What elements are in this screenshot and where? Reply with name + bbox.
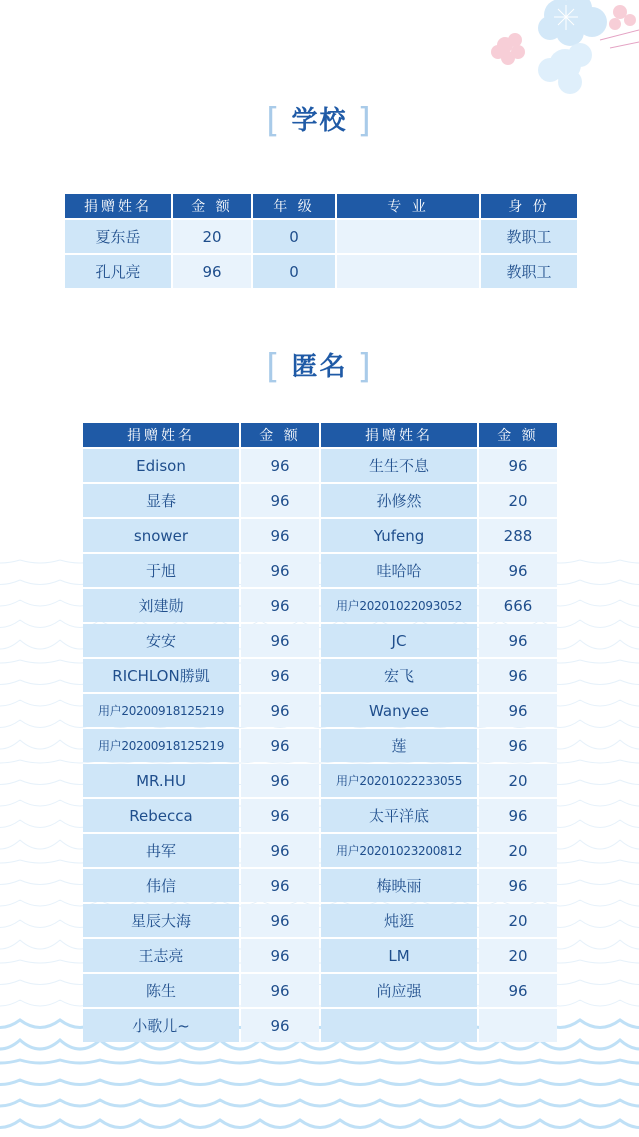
donor-name-right-cell: 炖逛 [321,904,477,937]
wave-line [0,1120,639,1128]
amount-left-cell: 96 [241,484,319,517]
table-row [83,799,557,832]
amount-cell: 96 [173,255,251,288]
table-row [83,904,557,937]
amount-right-cell: 20 [479,834,557,867]
header-donor-name-left: 捐赠姓名 [83,423,239,447]
donor-name-left-cell: 于旭 [83,554,239,587]
donor-name-left-cell: Rebecca [83,799,239,832]
amount-right-cell: 20 [479,904,557,937]
amount-right-cell: 20 [479,764,557,797]
donor-name-right-cell: 尚应强 [321,974,477,1007]
right-bracket: ] [357,347,373,387]
amount-left-cell: 96 [241,764,319,797]
donor-name-right-cell: 莲 [321,729,477,762]
donor-name-right-cell: 用户20201022093052 [321,589,477,622]
header-identity: 身 份 [481,194,577,218]
major-cell [337,255,479,288]
donor-name-left-cell: 星辰大海 [83,904,239,937]
right-bracket: ] [357,101,373,141]
amount-right-cell: 96 [479,659,557,692]
school-section-title [0,100,639,141]
donor-name-right-cell: 生生不息 [321,449,477,482]
donor-name-left-cell: 王志亮 [83,939,239,972]
donor-name-right-cell: 用户20201022233055 [321,764,477,797]
donor-name-right-cell: Wanyee [321,694,477,727]
donor-name-left-cell: MR.HU [83,764,239,797]
donor-name-left-cell: 显春 [83,484,239,517]
table-row [83,659,557,692]
anonymous-donation-table [81,421,559,1044]
grade-cell: 0 [253,220,335,253]
amount-right-cell: 20 [479,939,557,972]
table-row [83,554,557,587]
donor-name-left-cell: 小歌儿~ [83,1009,239,1042]
donor-name-right-cell [321,1009,477,1042]
wave-line [0,1060,639,1063]
table-row [83,589,557,622]
amount-left-cell: 96 [241,799,319,832]
anonymous-title-text: 匿名 [291,352,348,382]
donor-name-left-cell: Edison [83,449,239,482]
donor-name-left-cell: 用户20200918125219 [83,694,239,727]
donor-name-left-cell: 用户20200918125219 [83,729,239,762]
table-row [83,869,557,902]
amount-cell: 20 [173,220,251,253]
amount-left-cell: 96 [241,449,319,482]
left-bracket: [ [266,347,282,387]
header-amount: 金 额 [173,194,251,218]
table-row [83,974,557,1007]
header-donor-name: 捐赠姓名 [65,194,171,218]
wave-line [0,1080,639,1085]
table-row [65,255,577,288]
table-row [65,220,577,253]
amount-left-cell: 96 [241,729,319,762]
table-row [83,484,557,517]
amount-left-cell: 96 [241,519,319,552]
donor-name-left-cell: 安安 [83,624,239,657]
donor-name-left-cell: snower [83,519,239,552]
identity-cell: 教职工 [481,220,577,253]
amount-left-cell: 96 [241,554,319,587]
amount-right-cell: 288 [479,519,557,552]
amount-left-cell: 96 [241,624,319,657]
header-major: 专 业 [337,194,479,218]
table-row [83,729,557,762]
table-row [83,834,557,867]
school-title-text: 学校 [291,106,348,136]
left-bracket: [ [266,101,282,141]
amount-right-cell: 96 [479,449,557,482]
donor-name-left-cell: 刘建勋 [83,589,239,622]
amount-right-cell: 20 [479,484,557,517]
grade-cell: 0 [253,255,335,288]
amount-left-cell: 96 [241,1009,319,1042]
donor-name-left-cell: RICHLON勝凱 [83,659,239,692]
header-donor-name-right: 捐赠姓名 [321,423,477,447]
header-grade: 年 级 [253,194,335,218]
major-cell [337,220,479,253]
table-row [83,1009,557,1042]
amount-left-cell: 96 [241,904,319,937]
wave-line [0,1100,639,1106]
header-amount-right: 金 额 [479,423,557,447]
donor-name-left-cell: 冉军 [83,834,239,867]
amount-right-cell: 96 [479,869,557,902]
donor-name-cell: 孔凡亮 [65,255,171,288]
school-donation-table [63,192,579,290]
amount-left-cell: 96 [241,974,319,1007]
table-row [83,519,557,552]
amount-right-cell: 96 [479,729,557,762]
donor-name-right-cell: Yufeng [321,519,477,552]
amount-right-cell [479,1009,557,1042]
table-row [83,624,557,657]
donor-name-right-cell: JC [321,624,477,657]
header-amount-left: 金 额 [241,423,319,447]
amount-right-cell: 96 [479,624,557,657]
table-row [83,939,557,972]
donor-name-left-cell: 伟信 [83,869,239,902]
amount-right-cell: 96 [479,694,557,727]
amount-left-cell: 96 [241,834,319,867]
donor-name-left-cell: 陈生 [83,974,239,1007]
donor-name-cell: 夏东岳 [65,220,171,253]
anonymous-table-body [83,449,557,1042]
table-row [83,694,557,727]
donor-name-right-cell: 太平洋底 [321,799,477,832]
donor-name-right-cell: 哇哈哈 [321,554,477,587]
amount-right-cell: 666 [479,589,557,622]
amount-left-cell: 96 [241,589,319,622]
amount-right-cell: 96 [479,974,557,1007]
donor-name-right-cell: 孙修然 [321,484,477,517]
amount-left-cell: 96 [241,939,319,972]
amount-right-cell: 96 [479,799,557,832]
identity-cell: 教职工 [481,255,577,288]
amount-left-cell: 96 [241,659,319,692]
anonymous-section-title [0,346,639,387]
donor-name-right-cell: 用户20201023200812 [321,834,477,867]
table-row [83,449,557,482]
amount-right-cell: 96 [479,554,557,587]
donor-name-right-cell: 梅映丽 [321,869,477,902]
donor-name-right-cell: 宏飞 [321,659,477,692]
donor-name-right-cell: LM [321,939,477,972]
table-row [83,764,557,797]
flower-decoration-icon [470,0,639,100]
amount-left-cell: 96 [241,869,319,902]
amount-left-cell: 96 [241,694,319,727]
